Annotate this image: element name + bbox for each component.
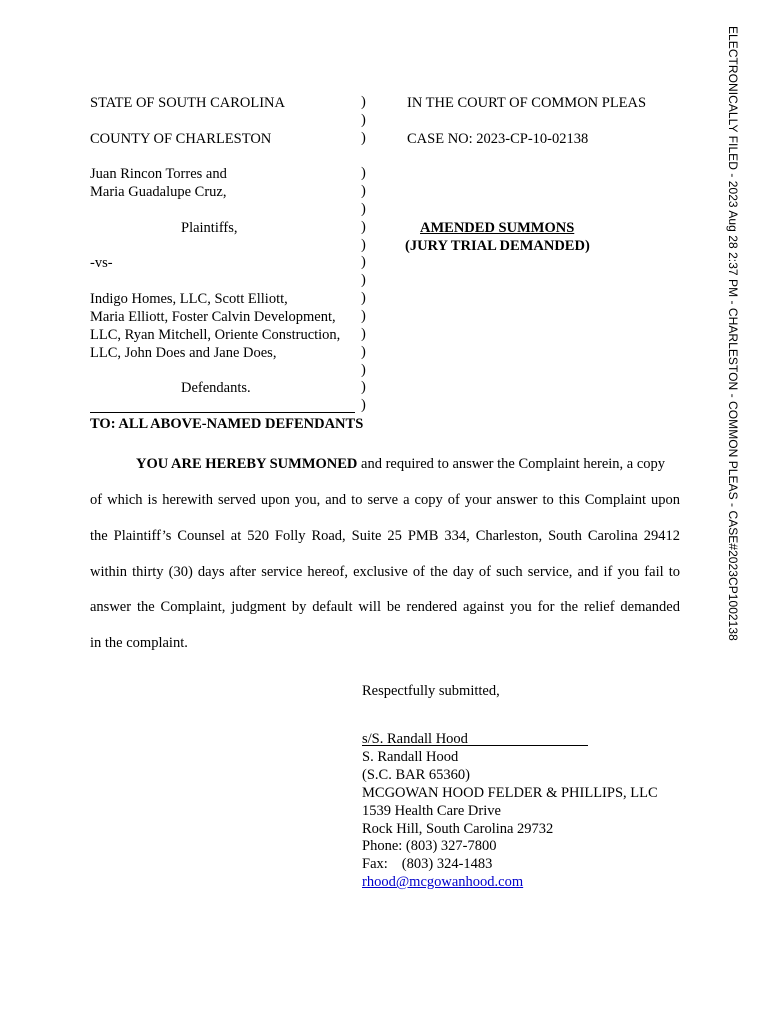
body-line-5: answer the Complaint, judgment by default will be rendered against you for the relief demanded [90, 599, 680, 615]
caption-paren: ) [361, 219, 366, 235]
firm-name: MCGOWAN HOOD FELDER & PHILLIPS, LLC [362, 785, 658, 801]
body-line-3: the Plaintiff’s Counsel at 520 Folly Road, Suite 25 PMB 334, Charleston, South Carolina 29412 [90, 528, 680, 544]
caption-paren: ) [361, 130, 366, 146]
email-link[interactable]: rhood@mcgowanhood.com [362, 874, 524, 890]
signature-line [362, 745, 588, 746]
electronic-signature: s/S. Randall Hood [362, 731, 468, 747]
caption-paren: ) [361, 290, 366, 306]
versus-label: -vs- [90, 255, 113, 271]
caption-paren: ) [361, 201, 366, 217]
body-line-2: of which is herewith served upon you, and to serve a copy of your answer to this Complaint upon [90, 492, 680, 508]
address-line-1: 1539 Health Care Drive [362, 803, 501, 819]
caption-paren: ) [361, 183, 366, 199]
defendants-label: Defendants. [181, 380, 251, 396]
caption-rule [90, 412, 355, 413]
fax-line [362, 855, 492, 873]
defendants-line-1: Indigo Homes, LLC, Scott Elliott, [90, 291, 288, 307]
caption-paren: ) [361, 237, 366, 253]
plaintiffs-line-2: Maria Guadalupe Cruz, [90, 184, 227, 200]
phone-line: Phone: (803) 327-7800 [362, 838, 497, 854]
document-title: AMENDED SUMMONS [420, 220, 575, 236]
case-number: CASE NO: 2023-CP-10-02138 [407, 131, 589, 147]
body-line-6: in the complaint. [90, 635, 188, 651]
defendants-line-2: Maria Elliott, Foster Calvin Development, [90, 309, 336, 325]
caption-paren: ) [361, 326, 366, 342]
court-label: IN THE COURT OF COMMON PLEAS [407, 95, 647, 111]
caption-paren: ) [361, 362, 366, 378]
defendants-line-4: LLC, John Does and Jane Does, [90, 345, 277, 361]
defendants-line-3: LLC, Ryan Mitchell, Oriente Construction, [90, 327, 341, 343]
body-line-1-rest: and required to answer the Complaint herein, a copy [357, 456, 666, 472]
closing-text: Respectfully submitted, [362, 683, 500, 699]
plaintiffs-label: Plaintiffs, [181, 220, 238, 236]
efiling-stamp: ELECTRONICALLY FILED - 2023 Aug 28 2:37 PM - CHARLESTON - COMMON PLEAS - CASE#2023CP1002138 [726, 26, 740, 641]
caption-paren: ) [361, 379, 366, 395]
document-subtitle: (JURY TRIAL DEMANDED) [405, 238, 590, 254]
caption-paren: ) [361, 254, 366, 270]
body-line-1 [136, 455, 680, 473]
fax-number: (803) 324-1483 [401, 856, 493, 872]
body-line-4: within thirty (30) days after service hereof, exclusive of the day of such service, and if you fail to [90, 564, 680, 580]
fax-label: Fax: [362, 856, 388, 872]
attorney-name: S. Randall Hood [362, 749, 459, 765]
addressee-line: TO: ALL ABOVE-NAMED DEFENDANTS [90, 416, 364, 432]
caption-paren: ) [361, 344, 366, 360]
caption-paren: ) [361, 94, 366, 110]
address-line-2: Rock Hill, South Carolina 29732 [362, 821, 554, 837]
caption-paren: ) [361, 272, 366, 288]
bar-number: (S.C. BAR 65360) [362, 767, 470, 783]
summons-lead: YOU ARE HEREBY SUMMONED [136, 456, 358, 472]
caption-paren: ) [361, 397, 366, 413]
plaintiffs-line-1: Juan Rincon Torres and [90, 166, 227, 182]
caption-paren: ) [361, 308, 366, 324]
state-label: STATE OF SOUTH CAROLINA [90, 95, 285, 111]
caption-paren: ) [361, 165, 366, 181]
caption-paren: ) [361, 112, 366, 128]
county-label: COUNTY OF CHARLESTON [90, 131, 272, 147]
